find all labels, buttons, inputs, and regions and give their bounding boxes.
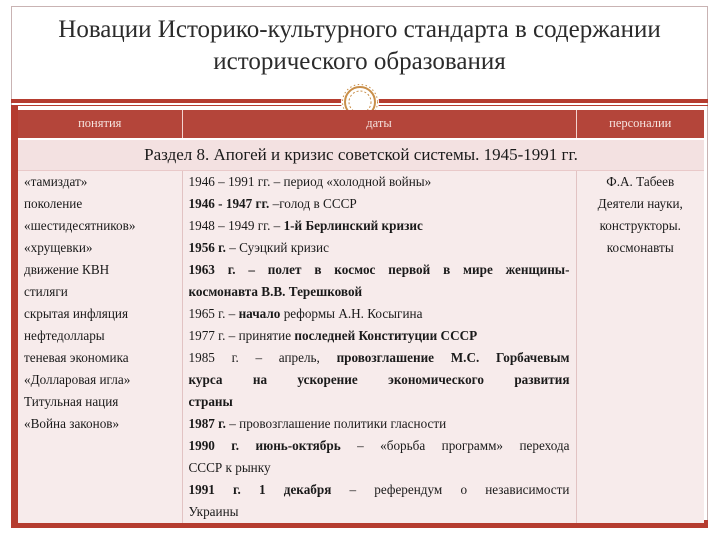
person-item: Ф.А. Табеев — [606, 174, 675, 189]
date-line — [189, 303, 570, 325]
concept-item: Титульная нация — [24, 394, 119, 409]
date-line: СССР к рынку — [188, 460, 271, 475]
concept-item: поколение — [24, 196, 83, 211]
date-bold: 1963 г. – полет в космос первой в мире женщины- — [188, 262, 570, 277]
title-line-1: Новации Историко-культурного стандарта в содержании — [58, 16, 661, 43]
date-bold: 1-й Берлинский кризис — [283, 218, 423, 233]
date-bold: 1991 г. 1 декабря — [188, 482, 332, 497]
concept-item: движение КВН — [24, 262, 110, 277]
content-table — [18, 110, 704, 523]
section-title: Раздел 8. Апогей и кризис советской системы. 1945-1991 гг. — [18, 139, 704, 171]
date-line — [189, 193, 570, 215]
date-line — [189, 325, 570, 347]
header-concepts: понятия — [18, 110, 182, 139]
date-bold: 1987 г. — [188, 416, 226, 431]
person-item: Деятели науки, — [597, 196, 683, 211]
concept-item: «Война законов» — [24, 416, 120, 431]
date-text: 1948 – 1949 гг. – — [188, 218, 284, 233]
date-line: Украины — [188, 504, 239, 519]
date-line: 1946 – 1991 гг. – период «холодной войны» — [188, 174, 432, 189]
header-dates: даты — [182, 110, 576, 139]
date-line — [189, 259, 570, 281]
date-bold: начало — [238, 306, 281, 321]
date-text: 1965 г. – — [188, 306, 239, 321]
date-text: реформы А.Н. Косыгина — [280, 306, 423, 321]
date-line — [189, 391, 570, 413]
concept-item: стиляги — [24, 284, 68, 299]
date-line — [189, 479, 570, 501]
date-text: – референдум о независимости — [331, 482, 570, 497]
date-bold: провозглашение М.С. Горбачевым — [336, 350, 570, 365]
date-bold: курса на ускорение экономического развития — [188, 372, 570, 387]
title-line-2: исторического образования — [213, 48, 506, 75]
concept-item: «тамиздат» — [24, 174, 88, 189]
concept-item: теневая экономика — [24, 350, 129, 365]
person-item: конструкторы. — [599, 218, 681, 233]
date-bold: 1946 - 1947 гг. — [188, 196, 270, 211]
section-row — [18, 139, 704, 171]
date-bold: страны — [188, 394, 233, 409]
date-line — [189, 369, 570, 391]
persons-cell — [576, 171, 704, 524]
date-bold: 1956 г. — [188, 240, 226, 255]
date-line — [189, 347, 570, 369]
concept-item: нефтедоллары — [24, 328, 105, 343]
concepts-cell — [18, 171, 182, 524]
person-item: космонавты — [606, 240, 674, 255]
date-text: 1985 г. – апрель, — [188, 350, 337, 365]
concept-item: «шестидесятников» — [24, 218, 136, 233]
date-text: –голод в СССР — [269, 196, 357, 211]
date-line — [189, 435, 570, 457]
concept-item: скрытая инфляция — [24, 306, 129, 321]
header-persons: персоналии — [576, 110, 704, 139]
date-bold: космонавта В.В. Терешковой — [188, 284, 363, 299]
date-line — [189, 281, 570, 303]
date-text: 1977 г. – принятие — [188, 328, 295, 343]
concept-item: «хрущевки» — [24, 240, 93, 255]
dates-cell — [182, 171, 576, 524]
date-text: – провозглашение политики гласности — [225, 416, 447, 431]
date-text: – Суэцкий кризис — [225, 240, 329, 255]
content-row — [18, 171, 704, 524]
slide-title — [11, 14, 708, 78]
concept-item: «Долларовая игла» — [24, 372, 131, 387]
date-line — [189, 237, 570, 259]
date-bold: последней Конституции СССР — [294, 328, 478, 343]
table-header-row — [18, 110, 704, 139]
date-line — [189, 215, 570, 237]
date-bold: 1990 г. июнь-октябрь — [188, 438, 341, 453]
date-line — [189, 413, 570, 435]
date-text: – «борьба программ» перехода — [340, 438, 570, 453]
left-accent-bar — [11, 106, 18, 526]
